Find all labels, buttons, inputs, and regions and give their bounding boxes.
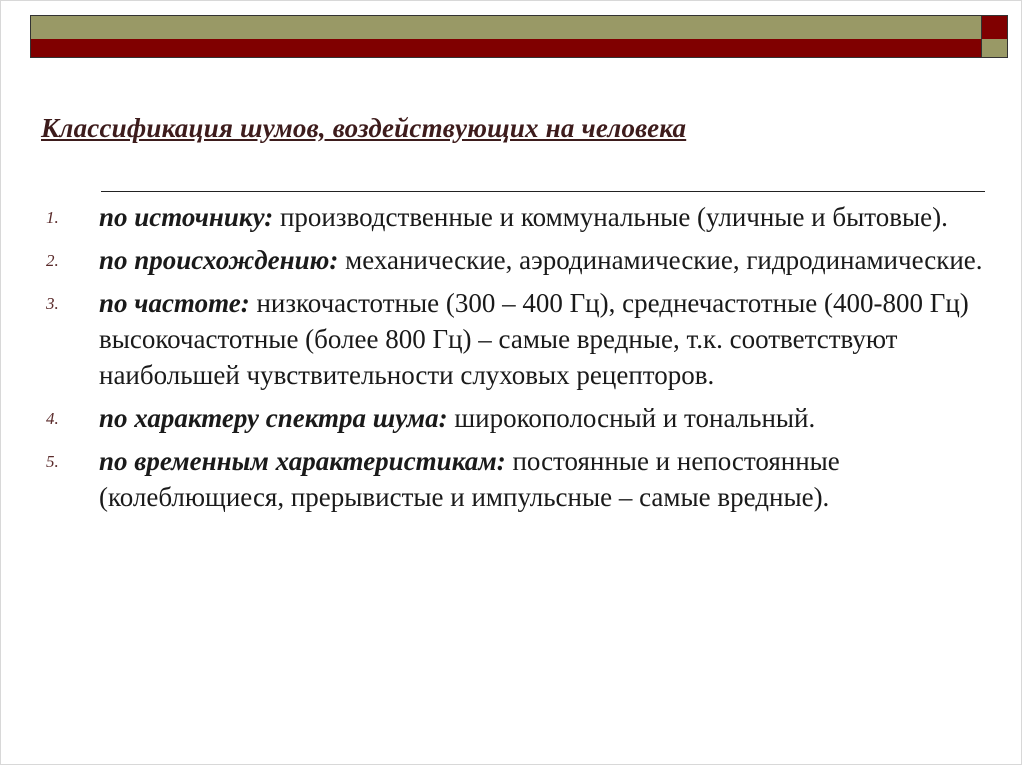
header-bar-maroon: [30, 39, 982, 58]
header-bar-olive: [30, 15, 982, 41]
item-number: 5.: [46, 452, 59, 471]
item-term: по происхождению:: [99, 245, 339, 275]
item-number: 1.: [46, 208, 59, 227]
item-text: механические, аэродинамические, гидродинамические.: [338, 245, 983, 275]
corner-square-maroon: [981, 15, 1008, 41]
classification-list: [41, 199, 991, 522]
item-number: 4.: [46, 409, 59, 428]
list-item: [41, 400, 991, 436]
item-term: по источнику:: [99, 202, 274, 232]
list-item: [41, 242, 991, 278]
list-item: [41, 199, 991, 235]
item-term: по частоте:: [99, 288, 250, 318]
item-text: производственные и коммунальные (уличные и бытовые).: [273, 202, 948, 232]
list-item: [41, 443, 991, 515]
item-number: 3.: [46, 294, 59, 313]
slide-title: Классификация шумов, воздействующих на человека: [41, 113, 687, 143]
item-text: широкополосный и тональный.: [447, 403, 816, 433]
item-text: постоянные и непостоянные (колеблющиеся, прерывистые и импульсные – самые вредные).: [99, 446, 840, 512]
list-item: [41, 285, 991, 393]
corner-square-olive: [981, 39, 1008, 58]
divider-line: [101, 191, 985, 192]
item-term: по характеру спектра шума:: [99, 403, 448, 433]
item-text: низкочастотные (300 – 400 Гц), среднечастотные (400-800 Гц) высокочастотные (более 800 Гц) – самые вредные, т.к. соответствуют наибольшей чувствительности слуховых рецепторов.: [99, 288, 969, 390]
item-term: по временным характеристикам:: [99, 446, 506, 476]
item-number: 2.: [46, 251, 59, 270]
